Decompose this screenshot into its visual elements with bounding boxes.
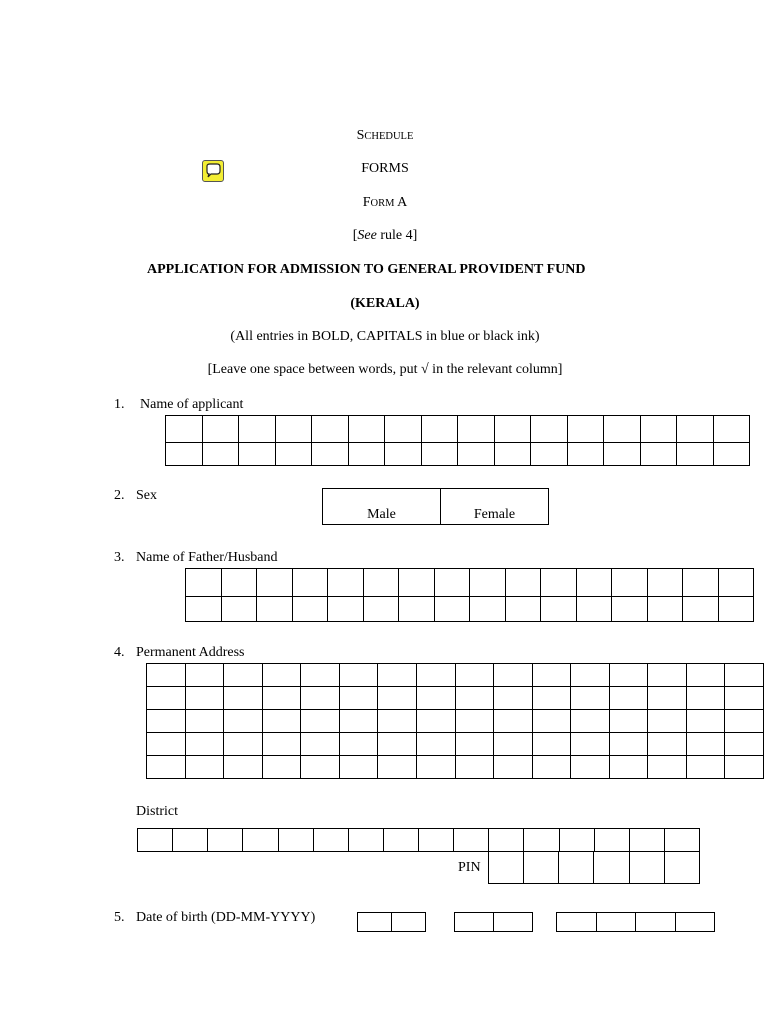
entry-box[interactable] <box>604 416 641 443</box>
entry-box[interactable] <box>532 733 571 756</box>
entry-box[interactable] <box>489 852 524 884</box>
field-3-number: 3. <box>114 550 125 565</box>
entry-box[interactable] <box>455 687 494 710</box>
form-a-heading <box>0 195 770 211</box>
entry-box[interactable] <box>532 756 571 779</box>
entry-box[interactable] <box>576 597 612 622</box>
entry-box[interactable] <box>494 687 533 710</box>
entry-box[interactable] <box>301 756 340 779</box>
entry-box[interactable] <box>278 829 313 852</box>
entry-box[interactable] <box>147 756 186 779</box>
entry-box[interactable] <box>571 664 610 687</box>
entry-box[interactable] <box>470 569 506 597</box>
entry-box[interactable] <box>609 687 648 710</box>
entry-box[interactable] <box>648 733 687 756</box>
field-5-number: 5. <box>114 910 125 925</box>
schedule-heading <box>0 128 770 144</box>
entry-box[interactable] <box>494 913 533 932</box>
instruction-spacing: [Leave one space between words, put √ in the relevant column] <box>207 362 563 377</box>
sex-option-male[interactable] <box>323 489 441 524</box>
dob-day-grid[interactable] <box>357 912 426 932</box>
entry-box[interactable] <box>208 829 243 852</box>
entry-box[interactable] <box>604 443 641 466</box>
entry-box[interactable] <box>257 597 293 622</box>
field-3-label: Name of Father/Husband <box>136 550 278 565</box>
schedule-heading-rest: CHEDULE <box>364 131 414 142</box>
entry-box[interactable] <box>202 416 239 443</box>
entry-box[interactable] <box>609 756 648 779</box>
entry-box[interactable] <box>328 597 364 622</box>
form-a-rest: ORM <box>370 198 395 209</box>
see-rule-text: rule 4] <box>376 228 418 243</box>
entry-box[interactable] <box>594 852 629 884</box>
entry-box[interactable] <box>612 569 648 597</box>
entry-box[interactable] <box>186 597 222 622</box>
entry-box[interactable] <box>636 913 676 932</box>
entry-box[interactable] <box>675 913 715 932</box>
pin-grid[interactable] <box>488 851 700 884</box>
entry-box[interactable] <box>339 710 378 733</box>
entry-box[interactable] <box>596 913 636 932</box>
entry-box[interactable] <box>138 829 173 852</box>
entry-box[interactable] <box>147 687 186 710</box>
entry-box[interactable] <box>385 443 422 466</box>
entry-box[interactable] <box>363 597 399 622</box>
entry-box[interactable] <box>458 416 495 443</box>
entry-box[interactable] <box>185 733 224 756</box>
entry-box[interactable] <box>571 733 610 756</box>
entry-box[interactable] <box>686 756 725 779</box>
sex-option-male-label: Male <box>367 507 396 522</box>
form-a-initial: F <box>362 195 371 210</box>
entry-box[interactable] <box>224 756 263 779</box>
field-4-number: 4. <box>114 645 125 660</box>
sex-options-box <box>322 488 549 525</box>
entry-box[interactable] <box>571 756 610 779</box>
sex-option-female-label: Female <box>473 507 516 522</box>
entry-box[interactable] <box>339 664 378 687</box>
entry-box[interactable] <box>683 597 719 622</box>
entry-box[interactable] <box>399 597 435 622</box>
entry-box[interactable] <box>677 416 714 443</box>
entry-box[interactable] <box>455 913 494 932</box>
entry-box[interactable] <box>301 664 340 687</box>
entry-box[interactable] <box>262 664 301 687</box>
entry-box[interactable] <box>378 733 417 756</box>
entry-box[interactable] <box>262 756 301 779</box>
entry-box[interactable] <box>505 569 541 597</box>
entry-box[interactable] <box>494 443 531 466</box>
entry-box[interactable] <box>434 569 470 597</box>
entry-box[interactable] <box>454 829 489 852</box>
entry-box[interactable] <box>262 710 301 733</box>
entry-box[interactable] <box>421 416 458 443</box>
entry-box[interactable] <box>378 710 417 733</box>
district-label: District <box>136 804 178 819</box>
entry-box[interactable] <box>262 733 301 756</box>
pin-label: PIN <box>458 860 481 875</box>
entry-box[interactable] <box>557 913 597 932</box>
applicant-name-grid[interactable] <box>165 415 750 466</box>
entry-box[interactable] <box>532 687 571 710</box>
entry-box[interactable] <box>416 710 455 733</box>
entry-box[interactable] <box>648 687 687 710</box>
entry-box[interactable] <box>202 443 239 466</box>
entry-box[interactable] <box>185 687 224 710</box>
entry-box[interactable] <box>686 664 725 687</box>
entry-box[interactable] <box>185 710 224 733</box>
entry-box[interactable] <box>224 733 263 756</box>
entry-box[interactable] <box>640 416 677 443</box>
entry-box[interactable] <box>494 710 533 733</box>
entry-box[interactable] <box>524 829 559 852</box>
entry-box[interactable] <box>455 664 494 687</box>
entry-box[interactable] <box>239 443 276 466</box>
entry-box[interactable] <box>434 597 470 622</box>
form-subtitle: (KERALA) <box>350 296 420 311</box>
entry-box[interactable] <box>147 710 186 733</box>
entry-box[interactable] <box>677 443 714 466</box>
entry-box[interactable] <box>686 733 725 756</box>
entry-box[interactable] <box>664 852 699 884</box>
entry-box[interactable] <box>718 597 754 622</box>
entry-box[interactable] <box>647 569 683 597</box>
entry-box[interactable] <box>348 443 385 466</box>
entry-box[interactable] <box>292 569 328 597</box>
entry-box[interactable] <box>275 416 312 443</box>
dob-month-grid[interactable] <box>454 912 533 932</box>
entry-box[interactable] <box>147 733 186 756</box>
entry-box[interactable] <box>185 664 224 687</box>
entry-box[interactable] <box>399 569 435 597</box>
entry-box[interactable] <box>312 416 349 443</box>
entry-box[interactable] <box>532 664 571 687</box>
entry-box[interactable] <box>339 687 378 710</box>
entry-box[interactable] <box>221 569 257 597</box>
entry-box[interactable] <box>173 829 208 852</box>
entry-box[interactable] <box>339 733 378 756</box>
entry-box[interactable] <box>524 852 559 884</box>
entry-box[interactable] <box>348 829 383 852</box>
entry-box[interactable] <box>648 710 687 733</box>
entry-box[interactable] <box>421 443 458 466</box>
entry-box[interactable] <box>609 733 648 756</box>
entry-box[interactable] <box>383 829 418 852</box>
field-1-number: 1. <box>114 397 125 412</box>
entry-box[interactable] <box>458 443 495 466</box>
entry-box[interactable] <box>328 569 364 597</box>
entry-box[interactable] <box>648 664 687 687</box>
entry-box[interactable] <box>571 687 610 710</box>
entry-box[interactable] <box>648 756 687 779</box>
form-title: APPLICATION FOR ADMISSION TO GENERAL PROVIDENT FUND <box>147 262 586 277</box>
entry-box[interactable] <box>629 852 664 884</box>
entry-box[interactable] <box>567 443 604 466</box>
entry-box[interactable] <box>358 913 392 932</box>
sex-option-female[interactable] <box>441 489 548 524</box>
entry-box[interactable] <box>571 710 610 733</box>
entry-box[interactable] <box>494 756 533 779</box>
form-a-suffix: A <box>394 195 408 210</box>
entry-box[interactable] <box>713 416 750 443</box>
entry-box[interactable] <box>594 829 629 852</box>
entry-box[interactable] <box>363 569 399 597</box>
entry-box[interactable] <box>186 569 222 597</box>
entry-box[interactable] <box>494 664 533 687</box>
entry-box[interactable] <box>531 416 568 443</box>
entry-box[interactable] <box>262 687 301 710</box>
entry-box[interactable] <box>301 687 340 710</box>
entry-box[interactable] <box>301 710 340 733</box>
entry-box[interactable] <box>221 597 257 622</box>
entry-box[interactable] <box>718 569 754 597</box>
entry-box[interactable] <box>166 416 203 443</box>
entry-box[interactable] <box>185 756 224 779</box>
entry-box[interactable] <box>224 664 263 687</box>
entry-box[interactable] <box>416 756 455 779</box>
entry-box[interactable] <box>683 569 719 597</box>
entry-box[interactable] <box>686 687 725 710</box>
entry-box[interactable] <box>301 733 340 756</box>
entry-box[interactable] <box>629 829 664 852</box>
entry-box[interactable] <box>559 829 594 852</box>
entry-box[interactable] <box>609 710 648 733</box>
entry-box[interactable] <box>416 664 455 687</box>
entry-box[interactable] <box>494 416 531 443</box>
instruction-ink: (All entries in BOLD, CAPITALS in blue or black ink) <box>230 329 540 344</box>
dob-year-grid[interactable] <box>556 912 715 932</box>
entry-box[interactable] <box>257 569 293 597</box>
entry-box[interactable] <box>531 443 568 466</box>
entry-box[interactable] <box>292 597 328 622</box>
forms-heading: FORMS <box>361 161 409 176</box>
field-2-label: Sex <box>136 488 157 503</box>
entry-box[interactable] <box>725 687 764 710</box>
entry-box[interactable] <box>455 710 494 733</box>
entry-box[interactable] <box>147 664 186 687</box>
entry-box[interactable] <box>559 852 594 884</box>
father-husband-grid[interactable] <box>185 568 754 622</box>
entry-box[interactable] <box>725 664 764 687</box>
entry-box[interactable] <box>647 597 683 622</box>
entry-box[interactable] <box>494 733 533 756</box>
entry-box[interactable] <box>505 597 541 622</box>
entry-box[interactable] <box>378 687 417 710</box>
entry-box[interactable] <box>725 733 764 756</box>
entry-box[interactable] <box>239 416 276 443</box>
schedule-heading-initial: S <box>356 128 365 143</box>
entry-box[interactable] <box>612 597 648 622</box>
entry-box[interactable] <box>348 416 385 443</box>
entry-box[interactable] <box>378 756 417 779</box>
entry-box[interactable] <box>385 416 422 443</box>
entry-box[interactable] <box>541 569 577 597</box>
entry-box[interactable] <box>576 569 612 597</box>
entry-box[interactable] <box>419 829 454 852</box>
field-1-label: Name of applicant <box>140 397 244 412</box>
entry-box[interactable] <box>455 733 494 756</box>
entry-box[interactable] <box>224 710 263 733</box>
entry-box[interactable] <box>416 687 455 710</box>
entry-box[interactable] <box>609 664 648 687</box>
see-rule <box>0 228 770 244</box>
entry-box[interactable] <box>224 687 263 710</box>
field-2-number: 2. <box>114 488 125 503</box>
entry-box[interactable] <box>640 443 677 466</box>
entry-box[interactable] <box>725 710 764 733</box>
entry-box[interactable] <box>312 443 349 466</box>
entry-box[interactable] <box>664 829 699 852</box>
entry-box[interactable] <box>378 664 417 687</box>
field-4-label: Permanent Address <box>136 645 245 660</box>
entry-box[interactable] <box>532 710 571 733</box>
entry-box[interactable] <box>392 913 426 932</box>
field-5-label: Date of birth (DD-MM-YYYY) <box>136 910 316 925</box>
entry-box[interactable] <box>455 756 494 779</box>
entry-box[interactable] <box>416 733 455 756</box>
entry-box[interactable] <box>275 443 312 466</box>
entry-box[interactable] <box>713 443 750 466</box>
entry-box[interactable] <box>470 597 506 622</box>
see-rule-bracket: [ <box>352 228 358 243</box>
entry-box[interactable] <box>339 756 378 779</box>
entry-box[interactable] <box>489 829 524 852</box>
entry-box[interactable] <box>541 597 577 622</box>
entry-box[interactable] <box>243 829 278 852</box>
entry-box[interactable] <box>567 416 604 443</box>
entry-box[interactable] <box>686 710 725 733</box>
see-rule-italic: See <box>357 228 377 243</box>
district-grid[interactable] <box>137 828 700 852</box>
entry-box[interactable] <box>166 443 203 466</box>
entry-box[interactable] <box>725 756 764 779</box>
permanent-address-grid[interactable] <box>146 663 764 779</box>
entry-box[interactable] <box>313 829 348 852</box>
